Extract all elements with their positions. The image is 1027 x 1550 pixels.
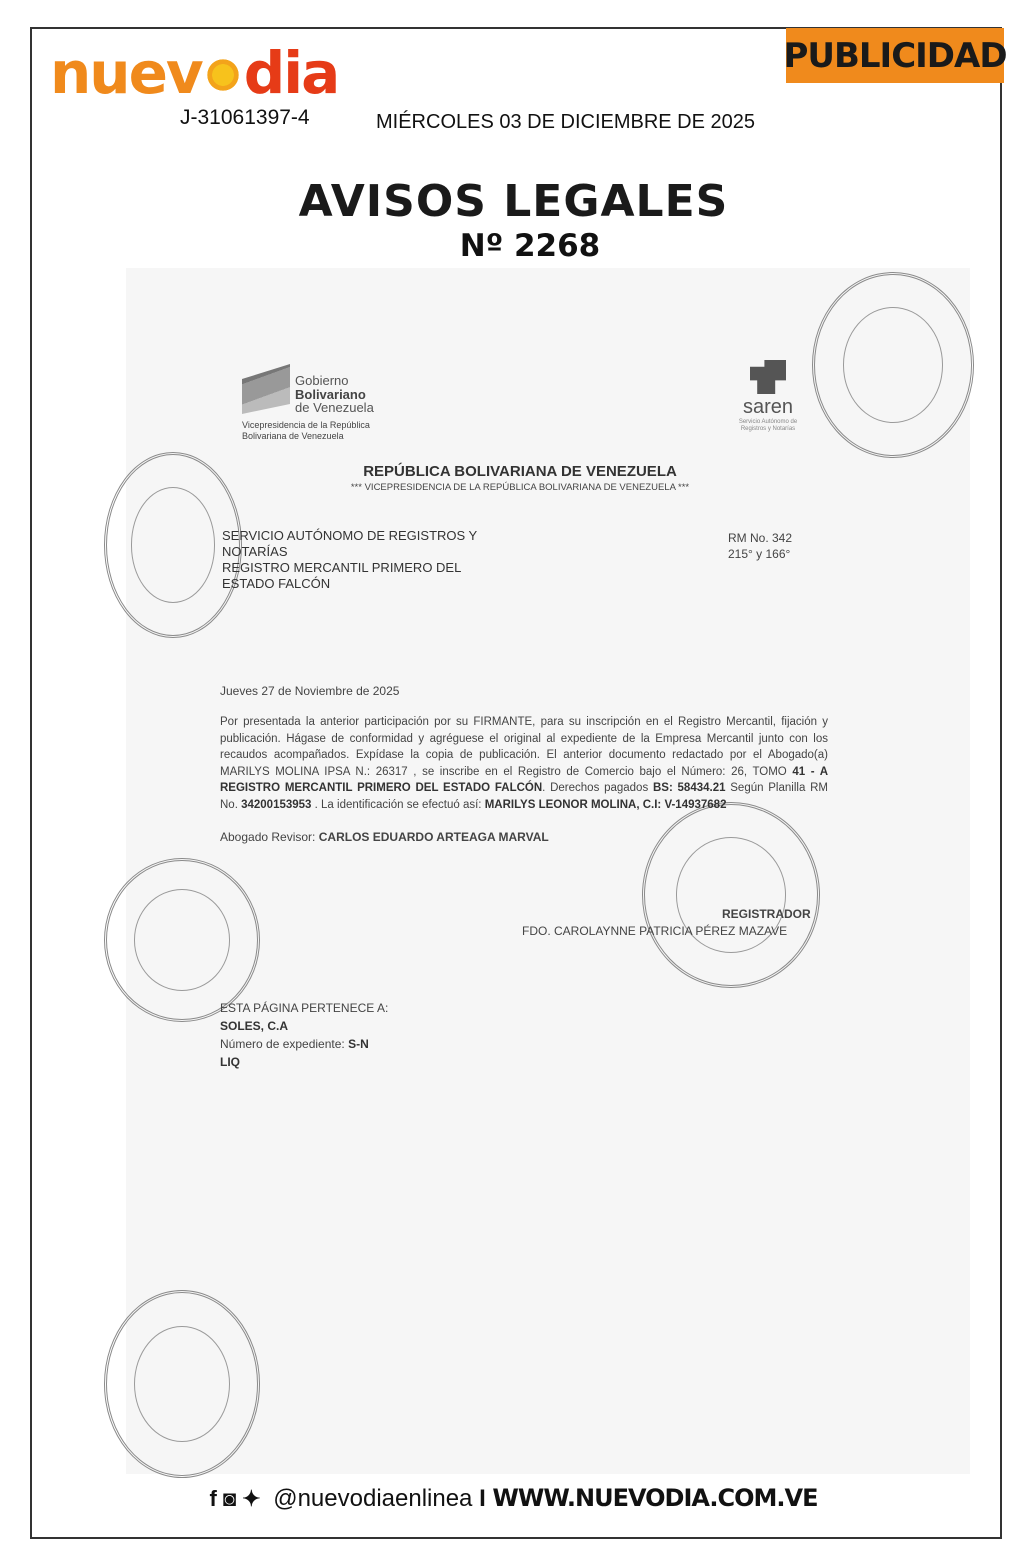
issue-date: MIÉRCOLES 03 DE DICIEMBRE DE 2025: [376, 111, 756, 133]
rm-number: RM No. 342: [728, 531, 793, 545]
body-bold-4: MARILYS LEONOR MOLINA, C.I: V-14937682: [484, 798, 727, 811]
belongs-block: [220, 999, 388, 1071]
company-name: SOLES, C.A: [220, 1019, 289, 1033]
saren-mark-icon: [750, 360, 786, 394]
website-link[interactable]: WWW.NUEVODIA.COM.VE: [492, 1484, 818, 1512]
body-bold-2: BS: 58434.21: [652, 782, 726, 794]
gob-logo-line3: de Venezuela: [295, 400, 374, 415]
twitter-icon[interactable]: ✦: [242, 1486, 261, 1511]
rm-block: [728, 530, 792, 562]
stamp-top-right: [812, 272, 974, 458]
gob-logo-line2: Bolivariano: [295, 387, 366, 402]
service-block: [222, 528, 512, 592]
logo-text-part1: nuev: [50, 39, 202, 107]
saren-sub: Servicio Autónomo de Registros y Notarías: [738, 419, 798, 432]
reviewer-name: CARLOS EDUARDO ARTEAGA MARVAL: [318, 830, 549, 844]
belongs-label: ESTA PÁGINA PERTENECE A:: [220, 1001, 389, 1015]
nuevodia-logo: [50, 39, 339, 107]
document-body: [220, 714, 828, 813]
logo-text-part2: dia: [243, 39, 339, 107]
scanned-document: [126, 268, 970, 1474]
signature-line: FDO. CAROLAYNNE PATRICIA PÉREZ MAZAVE: [522, 924, 788, 938]
sun-icon: [203, 55, 243, 95]
gob-logo-line1: Gobierno: [295, 373, 349, 388]
reviewer-label: Abogado Revisor:: [220, 830, 319, 844]
republic-heading: REPÚBLICA BOLIVARIANA DE VENEZUELA: [363, 463, 677, 480]
social-handle[interactable]: @nuevodiaenlinea: [273, 1485, 473, 1512]
saren-word: saren: [742, 396, 794, 418]
facebook-icon[interactable]: f: [209, 1486, 217, 1511]
body-bold-3: 34200153953: [241, 798, 312, 811]
instagram-icon[interactable]: ◙: [222, 1486, 237, 1511]
body-text-2: . Derechos pagados: [542, 782, 653, 794]
liq-label: LIQ: [220, 1055, 240, 1069]
page-title: AVISOS LEGALES: [298, 176, 729, 227]
reviewer-line: [220, 830, 549, 844]
body-text-1: Por presentada la anterior participación por su FIRMANTE, para su inscripción en el Registro Mercantil, fijación y publicación. Hágase de conformidad y agréguese el original al expediente de la Empresa Mercantil junto con los recaudos acompañados. Expídase la copia de publicación. El anterior documento redactado por el Abogado(a) MARILYS MOLINA IPSA N.: 26317 , se inscribe en el Registro de Comercio bajo el Número: 26, TOMO: [220, 716, 828, 778]
service-line2: REGISTRO MERCANTIL PRIMERO DEL ESTADO FALCÓN: [222, 560, 461, 591]
body-bold-1: 41 - A REGISTRO MERCANTIL PRIMERO DEL ESTADO FALCÓN: [220, 765, 829, 794]
file-number: S-N: [348, 1037, 369, 1051]
registrar-title: REGISTRADOR: [722, 907, 811, 921]
gob-logo-vice: Vicepresidencia de la República Bolivariana de Venezuela: [242, 420, 370, 441]
body-text-4: . La identificación se efectuó así:: [311, 798, 485, 811]
body-text-3: Según Planilla RM No.: [220, 782, 828, 811]
section-badge: PUBLICIDAD: [786, 28, 1004, 83]
service-line1: SERVICIO AUTÓNOMO DE REGISTROS Y NOTARÍAS: [222, 528, 477, 559]
issue-number: Nº 2268: [459, 228, 601, 264]
rm-years: 215° y 166°: [728, 547, 791, 561]
stamp-left-3: [104, 1290, 260, 1478]
vice-heading: *** VICEPRESIDENCIA DE LA REPÚBLICA BOLIVARIANA DE VENEZUELA ***: [350, 482, 690, 493]
saren-logo: [728, 360, 808, 433]
footer: [0, 1484, 1027, 1513]
rif-number: J-31061397-4: [180, 106, 310, 129]
footer-separator: I: [479, 1485, 486, 1512]
document-date: Jueves 27 de Noviembre de 2025: [220, 684, 400, 698]
file-label: Número de expediente:: [220, 1037, 349, 1051]
stamp-center: [642, 802, 820, 988]
stamp-left-2: [104, 858, 260, 1022]
